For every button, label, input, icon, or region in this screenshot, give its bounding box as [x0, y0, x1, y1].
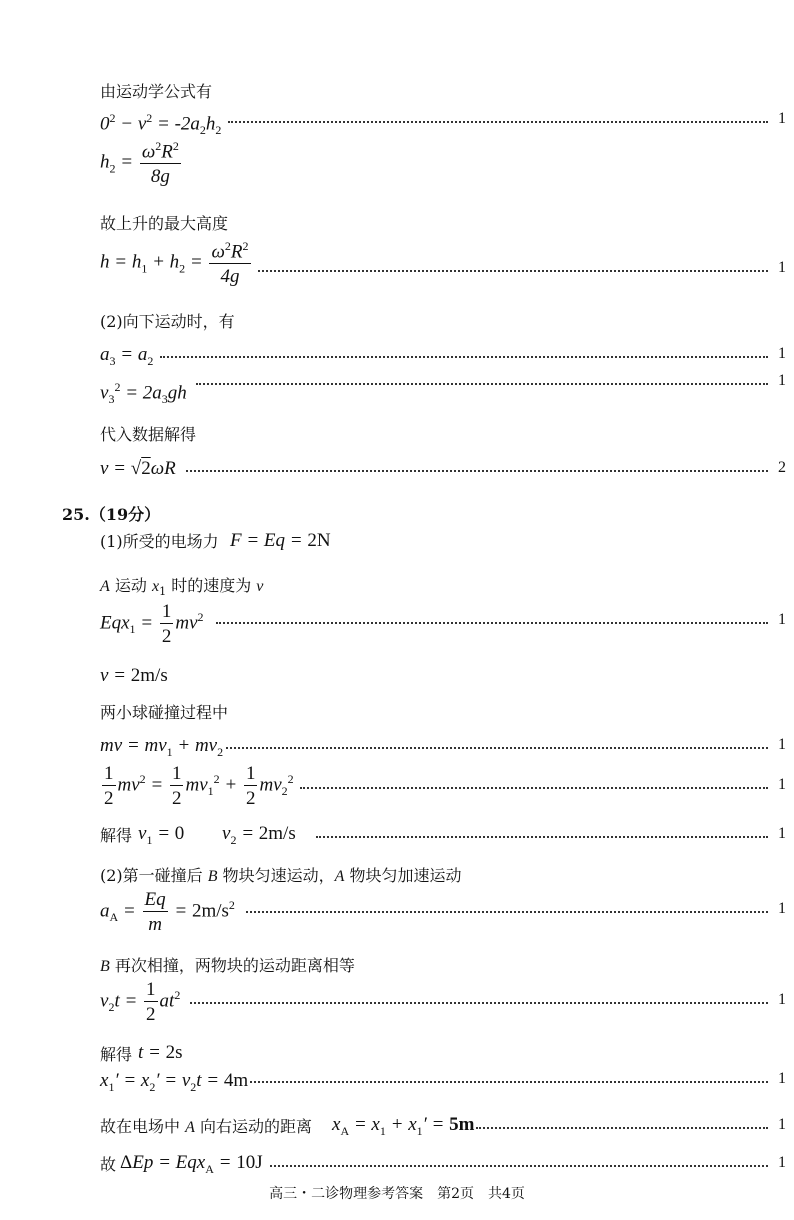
part2-after-collision: (2)第一碰撞后 B 物块匀速运动，A 物块匀加速运动 — [100, 866, 462, 885]
equation-v3: $v_3^2 = 2a_3gh$ — [100, 380, 187, 407]
dotted-leader — [476, 1127, 768, 1129]
kinematics-intro: 由运动学公式有 — [100, 82, 213, 101]
equation-momentum: mv = $mv_1 + mv_2$ — [100, 735, 224, 759]
score-mark: 1 — [778, 991, 786, 1008]
page-footer: 高三・二诊物理参考答案 第2页 共4页 — [269, 1186, 525, 1202]
dotted-leader — [196, 383, 768, 385]
dotted-leader — [316, 836, 768, 838]
dotted-leader — [190, 1002, 768, 1004]
score-mark: 1 — [778, 1116, 786, 1133]
dotted-leader — [246, 911, 768, 913]
score-mark: 1 — [778, 345, 786, 362]
part1-force-label: (1)所受的电场力 — [100, 532, 219, 551]
equation-v-value: v = 2m/s — [100, 665, 168, 686]
equation-equal-distance: $v_2t$ = $\frac{1}{2}$ $at^2$ — [100, 979, 181, 1025]
dotted-leader — [186, 470, 768, 472]
equation-a3: $a_3 = a_2$ — [100, 344, 154, 368]
substitute-intro: 代入数据解得 — [100, 425, 197, 444]
equation-h2: $h_2$ = $\frac{\omega^2R^2}{8g}$ — [100, 139, 179, 188]
collision-intro: 两小球碰撞过程中 — [100, 703, 229, 722]
equation-deceleration: $0^2 - v^2 = -2a_2h_2$ — [100, 111, 222, 138]
score-mark: 1 — [778, 1154, 786, 1171]
equation-v1: $v_1 = 0$ — [138, 823, 185, 847]
dotted-leader — [258, 270, 768, 272]
dotted-leader — [250, 1081, 768, 1083]
equation-t-value: t = 2s — [138, 1042, 183, 1063]
equation-energy-conservation: $\frac{1}{2}$ $mv^2$ = $\frac{1}{2}$ $mv_1^2$ + $\frac{1}{2}$ $mv_2^2$ — [104, 763, 294, 809]
dotted-leader — [270, 1165, 768, 1167]
a-speed-intro: A 运动 $x_1$ 时的速度为 v — [100, 576, 264, 599]
dotted-leader — [300, 787, 768, 789]
dotted-leader — [226, 747, 768, 749]
score-mark: 1 — [778, 736, 786, 753]
equation-potential-energy: ΔEp = Eqx$_A$ = 10J — [120, 1152, 263, 1176]
equation-electric-force: F = Eq = 2N — [230, 530, 331, 551]
dotted-leader — [160, 356, 768, 358]
score-mark: 1 — [778, 900, 786, 917]
score-mark: 1 — [778, 825, 786, 842]
equation-acceleration: $a_A$ = $\frac{Eq}{m}$ = $2m/s^2$ — [100, 889, 235, 935]
equation-max-height: $h = h_1 + h_2$ = $\frac{\omega^2R^2}{4g}$ — [100, 239, 249, 288]
question-25-title: 25.（19分） — [62, 505, 161, 524]
equation-v2: $v_2 = 2m/s$ — [222, 823, 296, 847]
equation-v-result: v = √2ωR — [100, 458, 176, 479]
score-mark: 1 — [778, 611, 786, 628]
max-height-intro: 故上升的最大高度 — [100, 214, 229, 233]
score-mark: 1 — [778, 1070, 786, 1087]
equation-total-distance: $x_A = x_1 + x_1' = 5m$ — [332, 1114, 475, 1138]
dotted-leader — [228, 121, 768, 123]
score-mark: 1 — [778, 776, 786, 793]
part2-down-intro: (2)向下运动时，有 — [100, 312, 235, 331]
b-meet-a-intro: B 再次相撞，两物块的运动距离相等 — [100, 956, 355, 975]
score-mark: 1 — [778, 372, 786, 389]
solve-t-label: 解得 — [100, 1045, 133, 1064]
equation-work-energy: Eqx$_1$ = $\frac{1}{2}$ $mv^2$ — [100, 601, 204, 647]
dotted-leader — [216, 622, 768, 624]
energy-intro: 故 — [100, 1155, 117, 1174]
score-mark: 2 — [778, 459, 786, 476]
score-mark: 1 — [778, 110, 786, 127]
score-mark: 1 — [778, 259, 786, 276]
total-distance-intro: 故在电场中 A 向右运动的距离 — [100, 1117, 312, 1136]
equation-distance: $x_1' = x_2' = v_2t = 4m$ — [100, 1070, 249, 1094]
solve-label: 解得 — [100, 826, 133, 845]
